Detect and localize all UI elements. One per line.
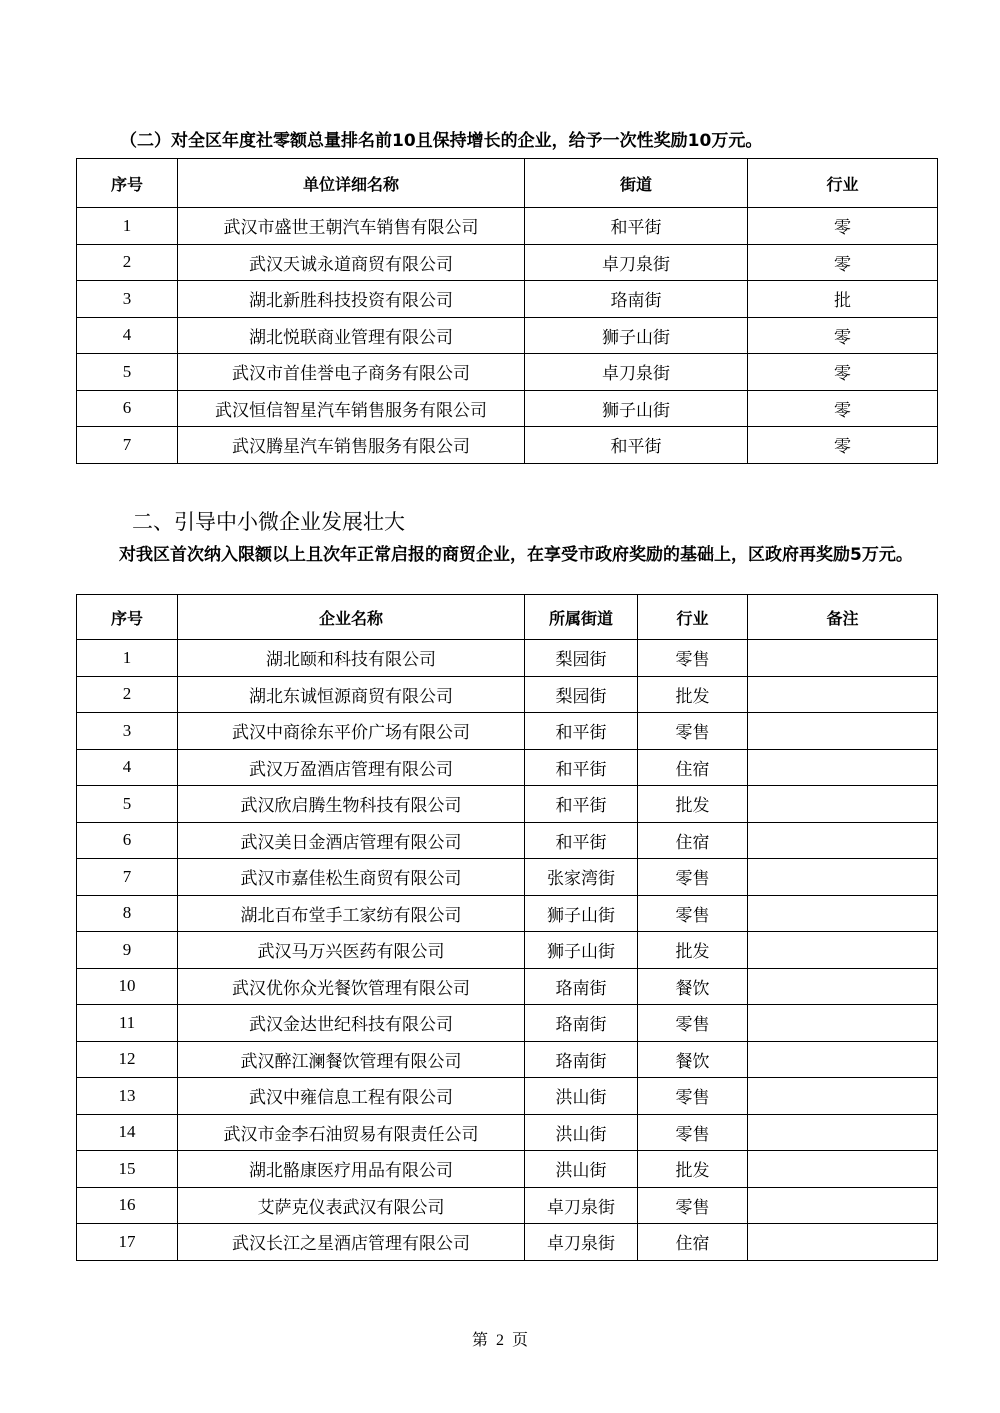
cell-index: 1 <box>77 640 178 677</box>
cell-company-name: 武汉市嘉佳松生商贸有限公司 <box>178 859 525 896</box>
header-street: 街道 <box>525 159 748 208</box>
header-index: 序号 <box>77 159 178 208</box>
cell-index: 10 <box>77 968 178 1005</box>
cell-industry: 批 <box>748 281 938 318</box>
table-row <box>77 1005 938 1042</box>
cell-remarks <box>748 676 938 713</box>
cell-industry: 住宿 <box>638 822 748 859</box>
section2-paragraph <box>77 544 937 566</box>
table-row <box>77 786 938 823</box>
cell-industry: 零售 <box>638 1005 748 1042</box>
table-row <box>77 427 938 464</box>
cell-street: 卓刀泉街 <box>525 1187 638 1224</box>
header-street: 所属街道 <box>525 595 638 640</box>
cell-company-name: 武汉万盈酒店管理有限公司 <box>178 749 525 786</box>
cell-industry: 批发 <box>638 786 748 823</box>
cell-company-name: 武汉欣启腾生物科技有限公司 <box>178 786 525 823</box>
cell-street: 洪山街 <box>525 1078 638 1115</box>
table-row <box>77 317 938 354</box>
cell-street: 和平街 <box>525 208 748 245</box>
section2-heading: 二、引导中小微企业发展壮大 <box>132 510 405 534</box>
cell-remarks <box>748 1114 938 1151</box>
footer-prefix: 第 <box>471 1332 488 1349</box>
page-number: 2 <box>496 1332 504 1349</box>
cell-street: 和平街 <box>525 749 638 786</box>
cell-street: 洪山街 <box>525 1114 638 1151</box>
cell-remarks <box>748 932 938 969</box>
cell-street: 梨园街 <box>525 640 638 677</box>
cell-remarks <box>748 1187 938 1224</box>
cell-index: 5 <box>77 786 178 823</box>
table-new-enterprises <box>76 594 938 1261</box>
cell-index: 4 <box>77 749 178 786</box>
section2-paragraph-text: 对我区首次纳入限额以上且次年正常启报的商贸企业，在享受市政府奖励的基础上，区政府再奖励5万元。 <box>119 545 913 565</box>
table-header-row <box>77 159 938 208</box>
cell-index: 13 <box>77 1078 178 1115</box>
cell-street: 狮子山街 <box>525 317 748 354</box>
table-row <box>77 208 938 245</box>
cell-index: 4 <box>77 317 178 354</box>
cell-street: 卓刀泉街 <box>525 354 748 391</box>
table-row <box>77 749 938 786</box>
table-row <box>77 1187 938 1224</box>
cell-industry: 零售 <box>638 640 748 677</box>
cell-index: 2 <box>77 244 178 281</box>
cell-remarks <box>748 1005 938 1042</box>
cell-company-name: 武汉马万兴医药有限公司 <box>178 932 525 969</box>
cell-remarks <box>748 1151 938 1188</box>
cell-industry: 零 <box>748 354 938 391</box>
cell-index: 1 <box>77 208 178 245</box>
table-row <box>77 640 938 677</box>
table-row <box>77 244 938 281</box>
cell-company-name: 湖北新胜科技投资有限公司 <box>178 281 525 318</box>
cell-remarks <box>748 859 938 896</box>
table-row <box>77 932 938 969</box>
cell-company-name: 武汉天诚永道商贸有限公司 <box>178 244 525 281</box>
cell-industry: 零 <box>748 208 938 245</box>
cell-street: 和平街 <box>525 427 748 464</box>
cell-street: 珞南街 <box>525 1005 638 1042</box>
cell-index: 8 <box>77 895 178 932</box>
cell-industry: 餐饮 <box>638 1041 748 1078</box>
table-row <box>77 281 938 318</box>
cell-index: 16 <box>77 1187 178 1224</box>
cell-remarks <box>748 640 938 677</box>
cell-industry: 零 <box>748 427 938 464</box>
cell-street: 珞南街 <box>525 1041 638 1078</box>
header-company-name: 企业名称 <box>178 595 525 640</box>
table-row <box>77 1151 938 1188</box>
header-remarks: 备注 <box>748 595 938 640</box>
cell-industry: 零售 <box>638 1078 748 1115</box>
cell-street: 和平街 <box>525 786 638 823</box>
cell-remarks <box>748 895 938 932</box>
cell-industry: 餐饮 <box>638 968 748 1005</box>
cell-company-name: 武汉恒信智星汽车销售服务有限公司 <box>178 390 525 427</box>
cell-company-name: 武汉长江之星酒店管理有限公司 <box>178 1224 525 1261</box>
cell-index: 5 <box>77 354 178 391</box>
cell-industry: 零售 <box>638 895 748 932</box>
cell-company-name: 湖北百布堂手工家纺有限公司 <box>178 895 525 932</box>
cell-index: 3 <box>77 281 178 318</box>
cell-street: 珞南街 <box>525 281 748 318</box>
cell-industry: 零售 <box>638 1114 748 1151</box>
table-row <box>77 1041 938 1078</box>
cell-index: 17 <box>77 1224 178 1261</box>
cell-index: 12 <box>77 1041 178 1078</box>
cell-remarks <box>748 968 938 1005</box>
cell-industry: 住宿 <box>638 749 748 786</box>
cell-company-name: 湖北东诚恒源商贸有限公司 <box>178 676 525 713</box>
cell-company-name: 武汉美日金酒店管理有限公司 <box>178 822 525 859</box>
cell-company-name: 湖北骼康医疗用品有限公司 <box>178 1151 525 1188</box>
cell-street: 洪山街 <box>525 1151 638 1188</box>
cell-street: 珞南街 <box>525 968 638 1005</box>
cell-index: 7 <box>77 427 178 464</box>
section1-caption: （二）对全区年度社零额总量排名前10且保持增长的企业，给予一次性奖励10万元。 <box>120 131 763 151</box>
cell-company-name: 武汉金达世纪科技有限公司 <box>178 1005 525 1042</box>
cell-remarks <box>748 749 938 786</box>
cell-company-name: 艾萨克仪表武汉有限公司 <box>178 1187 525 1224</box>
cell-index: 7 <box>77 859 178 896</box>
cell-company-name: 武汉优你众光餐饮管理有限公司 <box>178 968 525 1005</box>
cell-index: 2 <box>77 676 178 713</box>
cell-remarks <box>748 1078 938 1115</box>
cell-industry: 零售 <box>638 1187 748 1224</box>
header-industry: 行业 <box>748 159 938 208</box>
cell-street: 和平街 <box>525 713 638 750</box>
cell-industry: 零售 <box>638 713 748 750</box>
cell-index: 6 <box>77 390 178 427</box>
header-index: 序号 <box>77 595 178 640</box>
header-industry: 行业 <box>638 595 748 640</box>
cell-company-name: 武汉中雍信息工程有限公司 <box>178 1078 525 1115</box>
cell-company-name: 武汉腾星汽车销售服务有限公司 <box>178 427 525 464</box>
cell-index: 6 <box>77 822 178 859</box>
cell-industry: 零 <box>748 390 938 427</box>
table-row <box>77 1078 938 1115</box>
table-row <box>77 822 938 859</box>
cell-company-name: 武汉市盛世王朝汽车销售有限公司 <box>178 208 525 245</box>
cell-index: 3 <box>77 713 178 750</box>
cell-index: 9 <box>77 932 178 969</box>
cell-street: 狮子山街 <box>525 932 638 969</box>
cell-remarks <box>748 1041 938 1078</box>
cell-company-name: 湖北颐和科技有限公司 <box>178 640 525 677</box>
table-header-row <box>77 595 938 640</box>
cell-company-name: 湖北悦联商业管理有限公司 <box>178 317 525 354</box>
cell-industry: 零 <box>748 244 938 281</box>
cell-company-name: 武汉中商徐东平价广场有限公司 <box>178 713 525 750</box>
cell-street: 狮子山街 <box>525 390 748 427</box>
header-company-name: 单位详细名称 <box>178 159 525 208</box>
cell-remarks <box>748 786 938 823</box>
cell-industry: 批发 <box>638 1151 748 1188</box>
cell-street: 卓刀泉街 <box>525 244 748 281</box>
table-row <box>77 968 938 1005</box>
table-row <box>77 354 938 391</box>
cell-industry: 住宿 <box>638 1224 748 1261</box>
cell-remarks <box>748 822 938 859</box>
cell-remarks <box>748 1224 938 1261</box>
cell-street: 卓刀泉街 <box>525 1224 638 1261</box>
cell-index: 14 <box>77 1114 178 1151</box>
cell-company-name: 武汉市金李石油贸易有限责任公司 <box>178 1114 525 1151</box>
table-row <box>77 390 938 427</box>
cell-industry: 批发 <box>638 676 748 713</box>
table-row <box>77 1114 938 1151</box>
table-row <box>77 713 938 750</box>
table-row <box>77 676 938 713</box>
table-row <box>77 859 938 896</box>
table-row <box>77 1224 938 1261</box>
cell-street: 梨园街 <box>525 676 638 713</box>
cell-street: 张家湾街 <box>525 859 638 896</box>
cell-remarks <box>748 713 938 750</box>
cell-street: 和平街 <box>525 822 638 859</box>
cell-industry: 批发 <box>638 932 748 969</box>
cell-company-name: 武汉醉江澜餐饮管理有限公司 <box>178 1041 525 1078</box>
cell-industry: 零售 <box>638 859 748 896</box>
cell-industry: 零 <box>748 317 938 354</box>
table-award-top10 <box>76 158 938 464</box>
page-footer <box>0 1330 1000 1352</box>
footer-suffix: 页 <box>512 1332 529 1349</box>
cell-index: 11 <box>77 1005 178 1042</box>
table-row <box>77 895 938 932</box>
cell-street: 狮子山街 <box>525 895 638 932</box>
cell-company-name: 武汉市首佳誉电子商务有限公司 <box>178 354 525 391</box>
cell-index: 15 <box>77 1151 178 1188</box>
